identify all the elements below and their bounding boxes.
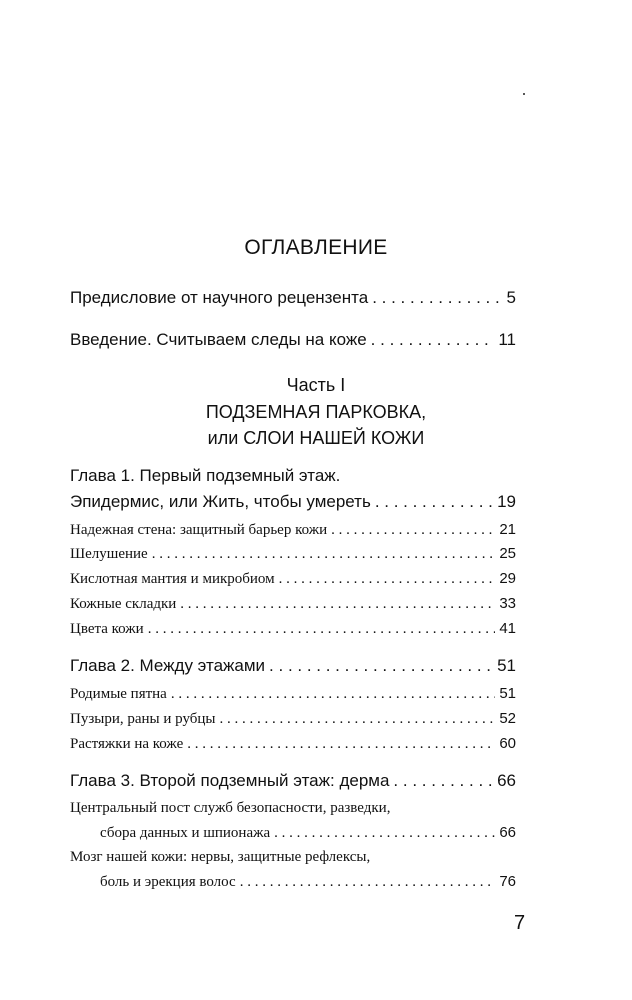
entry-page: 11: [498, 330, 516, 349]
toc-entry-chapter1[interactable]: [70, 492, 516, 512]
toc-entry-chapter3[interactable]: [70, 771, 516, 791]
dot-leader: [371, 330, 495, 350]
dot-leader: [180, 596, 495, 613]
toc-entry-section[interactable]: [70, 545, 516, 563]
dot-leader: [372, 288, 502, 308]
entry-label: Шелушение: [70, 546, 148, 562]
dot-leader: [171, 686, 495, 703]
dot-leader: [279, 571, 496, 588]
stray-mark: [523, 93, 525, 95]
part-title-line2: или СЛОИ НАШЕЙ КОЖИ: [207, 428, 425, 448]
toc-entry-section[interactable]: [70, 595, 516, 613]
dot-leader: [187, 736, 495, 753]
entry-label: Эпидермис, или Жить, чтобы умереть: [70, 492, 371, 511]
dot-leader: [274, 825, 495, 842]
entry-page: 19: [497, 492, 516, 511]
toc-title: ОГЛАВЛЕНИЕ: [244, 236, 388, 259]
toc-entry-section[interactable]: [70, 710, 516, 728]
dot-leader: [240, 874, 496, 891]
entry-page: 52: [499, 710, 516, 727]
entry-page: 33: [499, 595, 516, 612]
entry-page: 25: [499, 545, 516, 562]
section-label-line1: Центральный пост служб безопасности, разведки,: [70, 800, 391, 816]
page-number: 7: [514, 912, 526, 934]
dot-leader: [152, 546, 496, 563]
entry-page: 21: [499, 521, 516, 538]
entry-page: 66: [499, 824, 516, 841]
entry-page: 29: [499, 570, 516, 587]
entry-page: 76: [499, 873, 516, 890]
entry-label: Предисловие от научного рецензента: [70, 288, 369, 307]
entry-label: Кожные складки: [70, 596, 177, 612]
toc-entry-preface[interactable]: [70, 288, 516, 308]
entry-page: 60: [499, 735, 516, 752]
part-title-line1: ПОДЗЕМНАЯ ПАРКОВКА,: [205, 402, 427, 422]
entry-page: 41: [499, 620, 516, 637]
entry-page: 5: [506, 288, 516, 307]
toc-entry-introduction[interactable]: [70, 330, 516, 350]
part-number: Часть I: [286, 375, 346, 395]
entry-page: 66: [497, 771, 516, 790]
entry-label: Надежная стена: защитный барьер кожи: [70, 522, 328, 538]
chapter1-title-line1: Глава 1. Первый подземный этаж.: [70, 466, 341, 485]
toc-entry-chapter2[interactable]: [70, 656, 516, 676]
entry-label: Цвета кожи: [70, 621, 144, 637]
toc-entry-section[interactable]: [70, 735, 516, 753]
dot-leader: [220, 711, 496, 728]
toc-entry-section[interactable]: [100, 873, 516, 891]
entry-label: Глава 2. Между этажами: [70, 656, 266, 675]
entry-label: Кислотная мантия и микробиом: [70, 571, 275, 587]
entry-label: боль и эрекция волос: [100, 874, 236, 890]
dot-leader: [375, 492, 493, 512]
entry-label: Глава 3. Второй подземный этаж: дерма: [70, 771, 390, 790]
toc-entry-section[interactable]: [100, 824, 516, 842]
toc-entry-section[interactable]: [70, 685, 516, 703]
entry-label: Пузыри, раны и рубцы: [70, 711, 216, 727]
dot-leader: [269, 656, 493, 676]
section-label-line1: Мозг нашей кожи: нервы, защитные рефлексы,: [70, 849, 371, 865]
dot-leader: [331, 522, 495, 539]
toc-entry-section[interactable]: [70, 620, 516, 638]
entry-label: Введение. Считываем следы на коже: [70, 330, 367, 349]
entry-label: сбора данных и шпионажа: [100, 825, 271, 841]
entry-page: 51: [497, 656, 516, 675]
dot-leader: [393, 771, 493, 791]
entry-label: Родимые пятна: [70, 686, 167, 702]
dot-leader: [148, 621, 496, 638]
entry-page: 51: [499, 685, 516, 702]
toc-entry-section[interactable]: [70, 521, 516, 539]
toc-entry-section[interactable]: [70, 570, 516, 588]
entry-label: Растяжки на коже: [70, 736, 184, 752]
